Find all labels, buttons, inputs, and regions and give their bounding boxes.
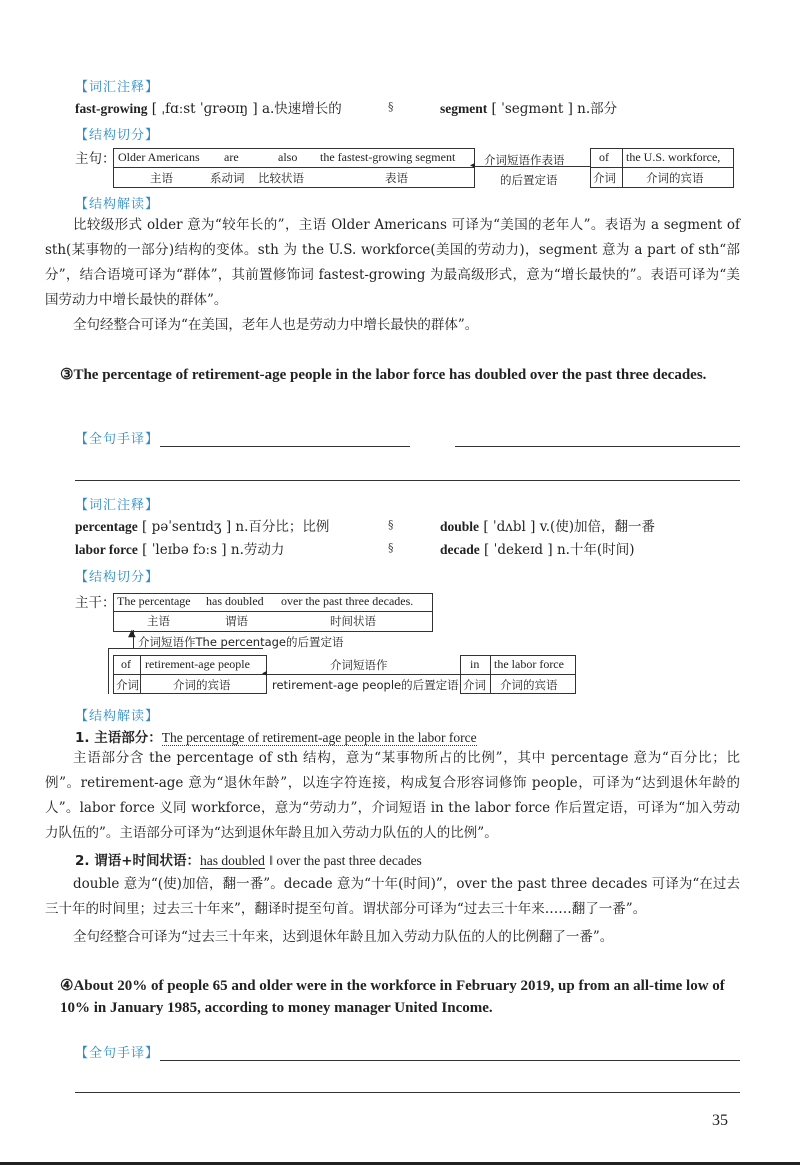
analysis-paragraph: 比较级形式 older 意为“较年长的”，主语 Older Americans 可译为“美国的老年人”。表语为 a segment of sth(某事物的一部分)结构的变体。sth 为 the U.S. workforce(美国的劳动力)，segment 意为 a part of sth“部分”，结合语境可译为“群体”，其前置修饰词 fastest-growing 为最高级形式，意为“增长最快的”。表语可译为“美国劳动力中增长最快的群体”。 xyxy=(45,217,740,308)
vocab-word: fast-growing xyxy=(75,101,148,116)
vocab-label: 【词汇注释】 xyxy=(75,80,160,95)
vocab-ipa: [ ˈdekeɪd ] xyxy=(484,542,553,558)
vocab-def: n.劳动力 xyxy=(230,542,285,558)
answer-line[interactable] xyxy=(160,1060,740,1061)
separator-icon: § xyxy=(388,100,394,113)
cell-en: the U.S. workforce, xyxy=(626,150,721,164)
cell-zh: 介词的宾语 xyxy=(646,171,704,185)
cell-zh: 介词 xyxy=(463,678,486,692)
question-title: ④About 20% of people 65 and older were in the workforce in February 2019, up from an all-time low of 10% in January 1985, according to money manager United Income. xyxy=(60,978,725,1016)
vocab-def: v.(使)加倍，翻一番 xyxy=(539,519,656,535)
arrow-note: 介词短语作The percentage的后置定语 xyxy=(138,635,344,649)
vocab-def: a.快速增长的 xyxy=(261,101,342,117)
cell-en: of xyxy=(599,150,609,164)
cell-zh: 系动词 xyxy=(210,171,245,185)
analysis-heading xyxy=(75,729,477,747)
vocab-entry xyxy=(440,541,634,559)
answer-line[interactable] xyxy=(75,1092,740,1093)
answer-line[interactable] xyxy=(455,446,740,447)
answer-line[interactable] xyxy=(75,480,740,481)
cell-zh: 比较状语 xyxy=(258,171,304,185)
heading-phrase: ‖ over the past three decades xyxy=(269,853,422,868)
main-clause-label: 主干： xyxy=(75,595,116,611)
vocab-entry xyxy=(440,518,655,536)
cell-en: Older Americans xyxy=(118,150,200,164)
mid-label: retirement-age people的后置定语 xyxy=(272,678,459,692)
separator-icon: § xyxy=(388,541,394,554)
vocab-word: labor force xyxy=(75,542,138,557)
vocab-ipa: [ ˈseɡmənt ] xyxy=(491,101,573,117)
question-title: ③The percentage of retirement-age people in the labor force has doubled over the past three decades. xyxy=(60,367,707,383)
heading-phrase: has doubled xyxy=(200,853,265,868)
arrow-left-icon: ◂ xyxy=(470,160,476,171)
vocab-label: 【词汇注释】 xyxy=(75,498,160,513)
summary-paragraph: 全句经整合可译为“在美国，老年人也是劳动力中增长最快的群体”。 xyxy=(73,317,479,333)
cell-zh: 时间状语 xyxy=(330,614,376,628)
cell-en: the labor force xyxy=(494,657,564,671)
analysis-paragraph: 主语部分含 the percentage of sth 结构，意为“某事物所占的比例”，其中 percentage 意为“百分比；比例”。retirement-age 意为“退休年龄”，以连字符连接，构成复合形容词修饰 people，可译为“达到退休年龄的人”。labor force 义同 workforce，意为“劳动力”，介词短语 in the labor force 作后置定语，可译为“加入劳动力队伍的”。主语部分可译为“达到退休年龄且加入劳动力队伍的人的比例”。 xyxy=(45,750,740,841)
struct-label: 【结构切分】 xyxy=(75,128,160,143)
divider xyxy=(490,655,491,693)
cell-zh: 表语 xyxy=(385,171,408,185)
vocab-ipa: [ pəˈsentɪdʒ ] xyxy=(142,519,232,535)
divider xyxy=(113,611,432,612)
summary-paragraph: 全句经整合可译为“过去三十年来，达到退休年龄且加入劳动力队伍的人的比例翻了一番”。 xyxy=(73,929,614,945)
divider xyxy=(622,148,623,187)
page-bottom-rule xyxy=(0,1162,800,1165)
analysis-paragraph: double 意为“(使)加倍，翻一番”。decade 意为“十年(时间)”，over the past three decades 可译为“在过去三十年的时间里；过去三十年来”，翻译时提至句首。谓状部分可译为“过去三十年来……翻了一番”。 xyxy=(45,876,740,917)
struct-label: 【结构切分】 xyxy=(75,570,160,585)
divider xyxy=(113,167,474,168)
cell-zh: 介词 xyxy=(116,678,139,692)
vocab-entry xyxy=(440,100,617,118)
divider xyxy=(460,674,575,675)
cell-zh: 谓语 xyxy=(225,614,248,628)
vocab-ipa: [ ˈdʌbl ] xyxy=(483,519,536,535)
vocab-def: n.百分比；比例 xyxy=(235,519,330,535)
vocab-def: n.十年(时间) xyxy=(556,542,635,558)
main-clause-label: 主句： xyxy=(75,151,116,167)
vocab-word: decade xyxy=(440,542,480,557)
mid-label: 的后置定语 xyxy=(500,173,558,187)
vocab-entry xyxy=(75,100,342,118)
divider xyxy=(590,167,733,168)
vocab-entry xyxy=(75,541,284,559)
cell-en: has doubled xyxy=(206,594,264,608)
cell-en: over the past three decades. xyxy=(281,594,414,608)
cell-zh: 主语 xyxy=(150,171,173,185)
cell-zh: 介词的宾语 xyxy=(173,678,231,692)
cell-zh: 主语 xyxy=(147,614,170,628)
analysis-heading xyxy=(75,852,422,870)
cell-en: are xyxy=(224,150,239,164)
cell-en: of xyxy=(121,657,131,671)
vocab-ipa: [ ˌfɑːst ˈɡrəʊɪŋ ] xyxy=(151,101,258,117)
vocab-word: segment xyxy=(440,101,488,116)
answer-line[interactable] xyxy=(160,446,410,447)
cell-en: in xyxy=(470,657,480,671)
translate-label: 【全句手译】 xyxy=(75,432,160,447)
bracket-line xyxy=(108,648,263,649)
arrow-left-icon: ◂ xyxy=(262,668,268,679)
vocab-entry xyxy=(75,518,329,536)
heading-label: 2. 谓语+时间状语： xyxy=(75,853,201,869)
arrow-up-icon: ▲ xyxy=(128,628,136,639)
cell-en: The percentage xyxy=(117,594,191,608)
analysis-label: 【结构解读】 xyxy=(75,709,160,724)
cell-en: retirement-age people xyxy=(145,657,250,671)
separator-icon: § xyxy=(388,518,394,531)
cell-en: also xyxy=(278,150,298,164)
arrow-line xyxy=(266,674,460,675)
cell-en: the fastest-growing segment xyxy=(320,150,456,164)
divider xyxy=(140,655,141,693)
divider xyxy=(113,674,266,675)
heading-phrase: The percentage of retirement-age people in the labor force xyxy=(161,730,477,745)
analysis-label: 【结构解读】 xyxy=(75,197,160,212)
arrow-line xyxy=(474,166,590,167)
mid-label: 介词短语作表语 xyxy=(484,153,565,167)
mid-label: 介词短语作 xyxy=(330,658,388,672)
cell-zh: 介词的宾语 xyxy=(500,678,558,692)
heading-label: 1. 主语部分： xyxy=(75,730,162,746)
vocab-word: double xyxy=(440,519,480,534)
vocab-word: percentage xyxy=(75,519,138,534)
vocab-def: n.部分 xyxy=(577,101,618,117)
vocab-ipa: [ ˈleɪbə fɔːs ] xyxy=(142,542,227,558)
page-number: 35 xyxy=(712,1112,728,1129)
translate-label: 【全句手译】 xyxy=(75,1046,160,1061)
bracket-line xyxy=(108,648,109,694)
cell-zh: 介词 xyxy=(593,171,616,185)
